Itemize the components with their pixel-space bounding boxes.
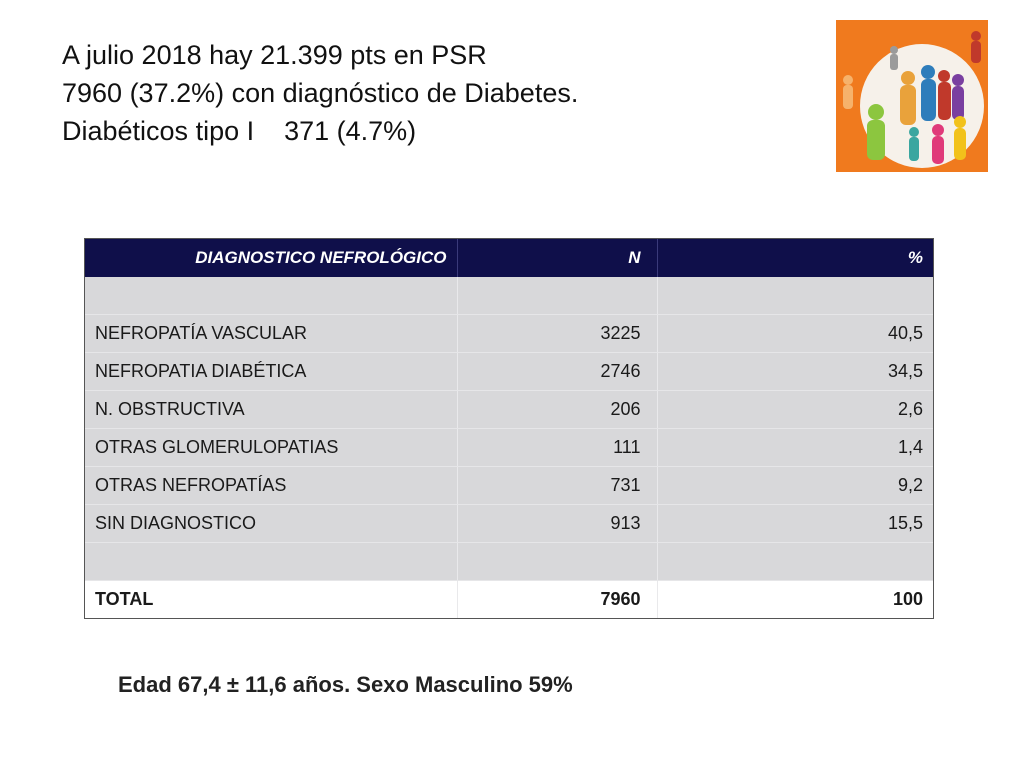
- row-label: OTRAS GLOMERULOPATIAS: [85, 429, 457, 467]
- demographics-footnote: Edad 67,4 ± 11,6 años. Sexo Masculino 59%: [118, 672, 573, 697]
- table-row: [85, 467, 933, 505]
- total-pct: 100: [657, 581, 933, 619]
- table-row: [85, 429, 933, 467]
- spacer-row: [85, 543, 933, 581]
- table-header-row: [85, 239, 933, 277]
- row-n: 913: [457, 505, 657, 543]
- table-row: [85, 391, 933, 429]
- row-n: 3225: [457, 315, 657, 353]
- table-row: [85, 353, 933, 391]
- slide-title: [62, 36, 578, 150]
- header-n: N: [457, 239, 657, 277]
- row-pct: 1,4: [657, 429, 933, 467]
- spacer-row: [85, 277, 933, 315]
- row-label: OTRAS NEFROPATÍAS: [85, 467, 457, 505]
- row-label: NEFROPATÍA VASCULAR: [85, 315, 457, 353]
- people-group-illustration: [836, 20, 988, 172]
- nephrology-diagnosis-table: [84, 238, 934, 619]
- row-label: SIN DIAGNOSTICO: [85, 505, 457, 543]
- header-diagnostico: DIAGNOSTICO NEFROLÓGICO: [85, 239, 457, 277]
- row-pct: 2,6: [657, 391, 933, 429]
- header-pct: %: [657, 239, 933, 277]
- row-n: 111: [457, 429, 657, 467]
- row-pct: 15,5: [657, 505, 933, 543]
- total-label: TOTAL: [85, 581, 457, 619]
- row-pct: 40,5: [657, 315, 933, 353]
- row-n: 731: [457, 467, 657, 505]
- people-group-icon: [836, 20, 988, 172]
- row-n: 2746: [457, 353, 657, 391]
- table-row: [85, 505, 933, 543]
- row-label: NEFROPATIA DIABÉTICA: [85, 353, 457, 391]
- total-row: [85, 581, 933, 619]
- row-label: N. OBSTRUCTIVA: [85, 391, 457, 429]
- row-pct: 9,2: [657, 467, 933, 505]
- total-n: 7960: [457, 581, 657, 619]
- title-line-1: A julio 2018 hay 21.399 pts en PSR: [62, 40, 487, 70]
- row-pct: 34,5: [657, 353, 933, 391]
- title-line-2: 7960 (37.2%) con diagnóstico de Diabetes.: [62, 78, 579, 108]
- row-n: 206: [457, 391, 657, 429]
- title-line-3: Diabéticos tipo I 371 (4.7%): [62, 116, 417, 146]
- table-row: [85, 315, 933, 353]
